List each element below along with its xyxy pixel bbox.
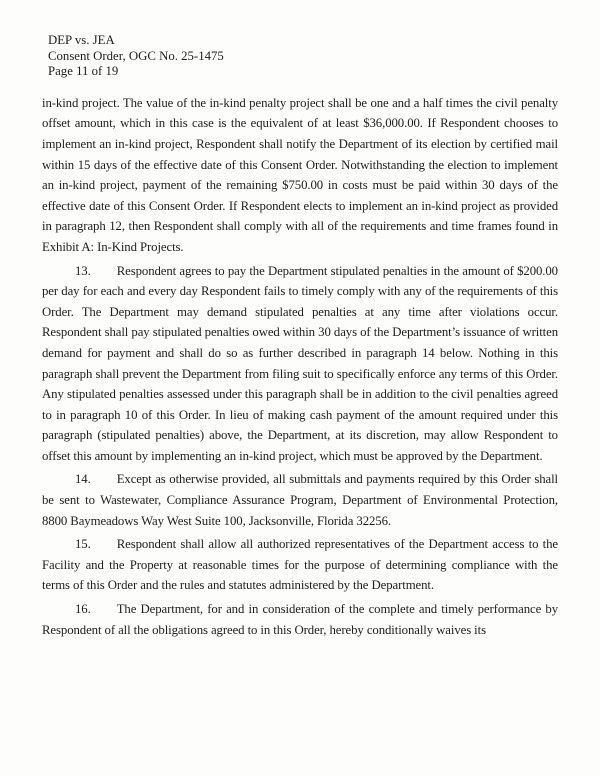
paragraph-text: Except as otherwise provided, all submittals and payments required by this Order shall be sent to Wastewater, Compliance Assurance Program, Department of Environmental Protection, 8800 Baymeadows Way West Suite 100, Jacksonville, Florida 32256. <box>42 472 558 528</box>
paragraph-text: The Department, for and in consideration of the complete and timely performance by Respondent of all the obligations agreed to in this Order, hereby conditionally waives its <box>42 602 558 637</box>
paragraph-text: Respondent shall allow all authorized representatives of the Department access to the Facility and the Property at reasonable times for the purpose of determining compliance with the terms of this Order and the rules and statutes administered by the Department. <box>42 537 558 593</box>
paragraph-number: 14. <box>75 472 91 487</box>
paragraph-number: 16. <box>75 602 91 617</box>
paragraph-13 <box>42 261 558 467</box>
header-case-title: DEP vs. JEA <box>48 33 115 47</box>
document-header <box>42 33 558 80</box>
document-body <box>42 93 558 640</box>
paragraph-15 <box>42 534 558 596</box>
paragraph-text: in-kind project. The value of the in-kind penalty project shall be one and a half times the civil penalty offset amount, which in this case is the equivalent of at least $36,000.00. If Respondent chooses to implement an in-kind project, Respondent shall notify the Department of its election by certified mail within 15 days of the effective date of this Consent Order. Notwithstanding the election to implement an in-kind project, payment of the remaining $750.00 in costs must be paid within 30 days of the effective date of this Consent Order. If Respondent elects to implement an in-kind project as provided in paragraph 12, then Respondent shall comply with all of the requirements and time frames found in Exhibit A: In-Kind Projects. <box>42 95 558 254</box>
paragraph-number: 15. <box>75 537 91 552</box>
paragraph-14 <box>42 469 558 531</box>
paragraph-text: Respondent agrees to pay the Department stipulated penalties in the amount of $200.00 per day for each and every day Respondent fails to timely comply with any of the requirements of this Order. The Department may demand stipulated penalties at any time after violations occur. Respondent shall pay stipulated penalties owed within 30 days of the Department’s issuance of written demand for payment and shall do so as further described in paragraph 14 below. Nothing in this paragraph shall prevent the Department from filing suit to specifically enforce any terms of this Order. Any stipulated penalties assessed under this paragraph shall be in addition to the civil penalties agreed to in paragraph 10 of this Order. In lieu of making cash payment of the amount required under this paragraph (stipulated penalties) above, the Department, at its discretion, may allow Respondent to offset this amount by implementing an in-kind project, which must be approved by the Department. <box>42 263 558 463</box>
header-order-reference: Consent Order, OGC No. 25-1475 <box>48 48 224 63</box>
paragraph-continuation <box>42 93 558 258</box>
paragraph-16 <box>42 599 558 640</box>
header-page-number: Page 11 of 19 <box>48 64 119 79</box>
paragraph-number: 13. <box>75 263 91 278</box>
